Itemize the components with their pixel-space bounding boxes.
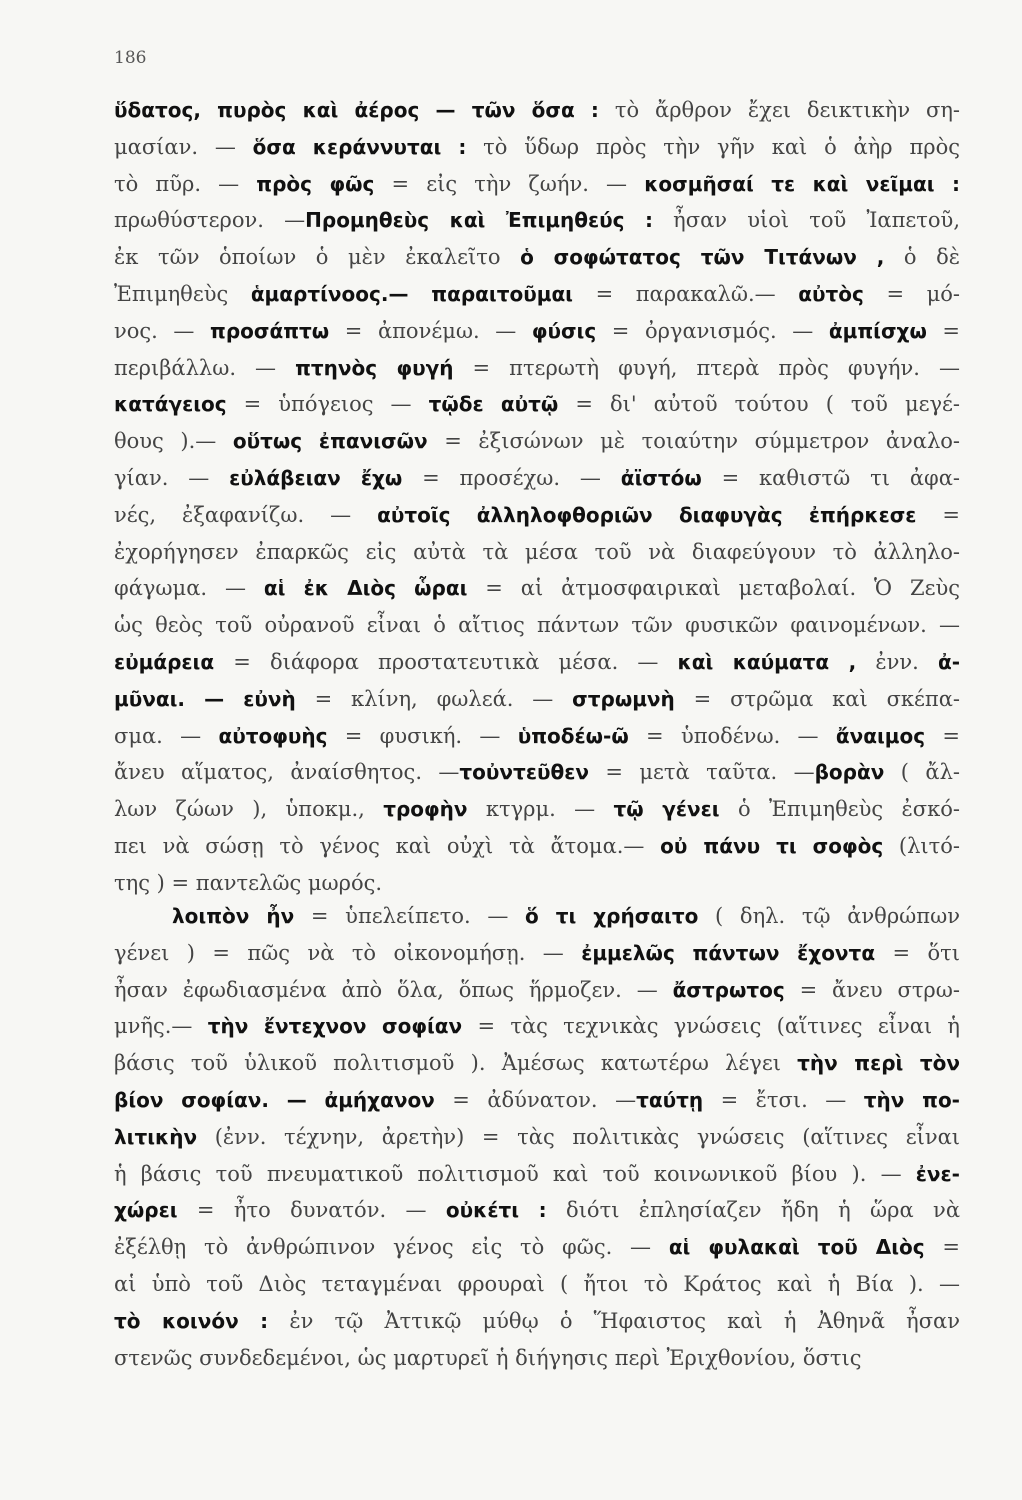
gloss-text: σμα. — — [114, 723, 219, 748]
lemma-term: ἀ- — [937, 649, 960, 674]
lemma-term: οὐ πάνυ τι σοφὸς — [660, 833, 884, 858]
lemma-term: ἄναιμος — [835, 723, 926, 748]
text-line — [114, 1266, 960, 1303]
lemma-term: εὐλάβειαν ἔχω — [229, 465, 403, 490]
lemma-term: ἐνε- — [915, 1161, 960, 1186]
gloss-text: = — [925, 723, 960, 748]
text-line — [114, 276, 960, 313]
text-line — [114, 92, 960, 129]
lemma-term: ὁ σοφώτατος τῶν Τιτάνων , — [520, 245, 885, 270]
gloss-text: ἐχορήγησεν ἐπαρκῶς εἰς αὐτὰ τὰ μέσα τοῦ νὰ διαφεύγουν τὸ ἀλληλο- — [114, 539, 960, 564]
text-line — [114, 239, 960, 276]
lemma-term: βορὰν — [814, 760, 885, 785]
text-line — [114, 865, 960, 902]
lemma-term: βίον σοφίαν. — ἀμήχανον — [114, 1087, 435, 1112]
text-line — [114, 1192, 960, 1229]
gloss-text: = μό- — [863, 281, 960, 306]
gloss-text: (ἐνν. τέχνην, ἀρετὴν) = τὰς πολιτικὰς γνώσεις (αἵτινες εἶναι — [197, 1124, 960, 1149]
lemma-term: τοὐντεῦθεν — [459, 760, 589, 785]
lemma-term: χώρει — [114, 1198, 178, 1223]
lemma-term: ἄστρωτος — [672, 977, 785, 1002]
lemma-term: ἀϊστόω — [620, 465, 702, 490]
gloss-text: περιβάλλω. — — [114, 355, 296, 380]
lemma-term: ὕδατος, πυρὸς καὶ ἀέρος — τῶν ὅσα : — [114, 98, 599, 122]
gloss-text: = δι' αὐτοῦ τούτου ( τοῦ μεγέ- — [558, 392, 960, 417]
gloss-text: ἐν τῷ Ἀττικῷ μύθῳ ὁ Ἥφαιστος καὶ ἡ Ἀθηνᾶ ἦσαν — [268, 1308, 960, 1333]
paragraph-2 — [114, 898, 960, 1376]
lemma-term: στρωμνὴ — [572, 686, 675, 711]
text-line — [114, 935, 960, 972]
text-line — [114, 534, 960, 571]
text-line — [114, 1008, 960, 1045]
gloss-text: βάσις τοῦ ὑλικοῦ πολιτισμοῦ ). Ἀμέσως κατωτέρω λέγει — [114, 1051, 798, 1076]
gloss-text: στενῶς συνδεδεμένοι, ὡς μαρτυρεῖ ἡ διήγησις περὶ Ἐριχθονίου, ὅστις — [114, 1345, 862, 1370]
gloss-text: = εἰς τὴν ζωήν. — — [374, 171, 645, 196]
gloss-text: ὁ δὲ — [884, 245, 960, 270]
text-line — [114, 1340, 960, 1377]
gloss-text: ἐκ τῶν ὁποίων ὁ μὲν ἐκαλεῖτο — [114, 245, 521, 270]
lemma-term: αὐτὸς — [798, 281, 864, 306]
gloss-text: ( ἄλ- — [884, 760, 960, 785]
gloss-text: λων ζώων ), ὑποκμ., — [114, 797, 384, 822]
gloss-text: = ἐξισώνων μὲ τοιαύτην σύμμετρον ἀναλο- — [427, 429, 960, 454]
gloss-text: αἱ ὑπὸ τοῦ Διὸς τεταγμέναι φρουραὶ ( ἤτοι τὸ Κράτος καὶ ἡ Βία ). — — [114, 1271, 960, 1296]
text-line — [114, 1229, 960, 1266]
gloss-text: = ὑπελείπετο. — — [294, 904, 526, 928]
text-line — [114, 313, 960, 350]
gloss-text: (λιτό- — [883, 833, 960, 858]
gloss-text: μασίαν. — — [114, 134, 253, 159]
gloss-text: νές, ἐξαφανίζω. — — [114, 502, 378, 527]
lemma-term: εὐμάρεια — [114, 649, 215, 674]
text-line — [114, 718, 960, 755]
gloss-text: = ἀπονέμω. — — [329, 318, 532, 343]
text-line — [114, 1303, 960, 1340]
text-line — [114, 898, 960, 935]
lemma-term: τῷ γένει — [613, 797, 720, 822]
gloss-text: πρωθύστερον. — — [114, 208, 306, 233]
gloss-text: γένει ) = πῶς νὰ τὸ οἰκονομήσῃ. — — [114, 940, 582, 965]
lemma-term: ἐμμελῶς πάντων ἔχοντα — [581, 940, 876, 965]
lemma-term: πτηνὸς φυγή — [295, 355, 454, 380]
lemma-term: Προμηθεὺς καὶ Ἐπιμηθεύς : — [305, 208, 653, 233]
lemma-term: καὶ καύματα , — [677, 649, 857, 674]
lemma-term: πρὸς φῶς — [256, 171, 375, 196]
text-line — [114, 754, 960, 791]
lemma-term: τὴν περὶ τὸν — [797, 1051, 960, 1076]
lemma-term: τὴν πο- — [863, 1087, 960, 1112]
gloss-text: ἦσαν υἱοὶ τοῦ Ἰαπετοῦ, — [652, 208, 960, 233]
gloss-text: ὡς θεὸς τοῦ οὐρανοῦ εἶναι ὁ αἴτιος πάντων τῶν φυσικῶν φαινομένων. — — [114, 613, 960, 638]
gloss-text: = αἱ ἀτμοσφαιρικαὶ μεταβολαί. Ὁ Ζεὺς — [467, 576, 960, 601]
gloss-text: = φυσική. — — [327, 723, 518, 748]
gloss-text: = ἔτσι. — — [703, 1087, 864, 1112]
gloss-text: πει νὰ σώσῃ τὸ γένος καὶ οὐχὶ τὰ ἄτομα.— — [114, 833, 661, 858]
gloss-text: = — [924, 1235, 960, 1260]
gloss-text: Ἐπιμηθεὺς — [114, 281, 251, 306]
lemma-term: ὅσα κεράννυται : — [252, 134, 467, 159]
gloss-text: κτγρμ. — — [467, 797, 614, 822]
text-line — [114, 570, 960, 607]
text-line — [114, 202, 960, 239]
gloss-text: = καθιστῶ τι ἀφα- — [701, 465, 960, 490]
text-line — [114, 1045, 960, 1082]
gloss-text: νος. — — [114, 318, 211, 343]
gloss-text: = διάφορα προστατευτικὰ μέσα. — — [214, 649, 678, 674]
lemma-term: ταύτῃ — [636, 1087, 704, 1112]
gloss-text: = παρακαλῶ.— — [572, 281, 799, 306]
gloss-text: = ὀργανισμός. — — [596, 318, 829, 343]
gloss-text: φάγωμα. — — [114, 576, 264, 601]
gloss-text: της ) = παντελῶς μωρός. — [114, 870, 383, 895]
lemma-term: μῦναι. — εὐνὴ — [114, 686, 296, 711]
gloss-text: τὸ ὕδωρ πρὸς τὴν γῆν καὶ ὁ ἀὴρ πρὸς — [466, 134, 960, 159]
lemma-term: τροφὴν — [383, 797, 468, 822]
text-line — [114, 607, 960, 644]
lemma-term: προσάπτω — [210, 318, 330, 343]
gloss-text: ἦσαν ἐφωδιασμένα ἀπὸ ὅλα, ὅπως ἥρμοζεν. — — [114, 977, 673, 1002]
lemma-term: αἱ φυλακαὶ τοῦ Διὸς — [668, 1235, 925, 1260]
lemma-term: ὑποδέω-ῶ — [517, 723, 629, 748]
gloss-text: = ἦτο δυνατόν. — — [177, 1198, 446, 1223]
gloss-text: = ἀδύνατον. — — [434, 1087, 637, 1112]
page-number: 186 — [114, 48, 147, 68]
gloss-text: = — [916, 502, 960, 527]
text-line — [114, 350, 960, 387]
gloss-text: = ὑπόγειος — — [226, 392, 429, 417]
gloss-text: = — [926, 318, 960, 343]
gloss-text: ἡ βάσις τοῦ πνευματικοῦ πολιτισμοῦ καὶ τοῦ κοινωνικοῦ βίου ). — — [114, 1161, 916, 1186]
gloss-text: = πτερωτὴ φυγή, πτερὰ πρὸς φυγήν. — — [453, 355, 960, 380]
lemma-term: ὅ τι χρήσαιτο — [525, 904, 699, 928]
lemma-term: οὐκέτι : — [445, 1198, 547, 1223]
lemma-term: κοσμῆσαί τε καὶ νεῖμαι : — [644, 171, 960, 196]
lemma-term: τὸ κοινόν : — [114, 1308, 269, 1333]
gloss-text: τὸ πῦρ. — — [114, 171, 257, 196]
text-line — [114, 681, 960, 718]
lemma-term: ἁμαρτίνοος.— παραιτοῦμαι — [250, 281, 573, 306]
gloss-text: = τὰς τεχνικὰς γνώσεις (αἵτινες εἶναι ἡ — [462, 1014, 960, 1039]
gloss-text: ἐνν. — [856, 649, 938, 674]
lemma-term: ἀμπίσχω — [828, 318, 927, 343]
paragraph-1 — [114, 92, 960, 902]
text-line — [114, 644, 960, 681]
gloss-text: = ὅτι — [875, 940, 960, 965]
gloss-text: ἐξέλθῃ τὸ ἀνθρώπινον γένος εἰς τὸ φῶς. — — [114, 1235, 669, 1260]
text-line — [114, 423, 960, 460]
lemma-term: λιτικὴν — [114, 1124, 198, 1149]
gloss-text: = μετὰ ταῦτα. — — [588, 760, 815, 785]
gloss-text: = στρῶμα καὶ σκέπα- — [674, 686, 960, 711]
text-line — [114, 1119, 960, 1156]
text-line — [114, 129, 960, 166]
text-line — [114, 828, 960, 865]
lemma-term: λοιπὸν ἦν — [172, 904, 295, 928]
gloss-text: γίαν. — — [114, 465, 230, 490]
text-line — [114, 497, 960, 534]
gloss-text: ὁ Ἐπιμηθεὺς ἐσκό- — [719, 797, 960, 822]
lemma-term: φύσις — [531, 318, 597, 343]
lemma-term: αὐτοφυὴς — [218, 723, 328, 748]
gloss-text: = ὑποδένω. — — [628, 723, 836, 748]
lemma-term: τὴν ἔντεχνον σοφίαν — [207, 1014, 463, 1039]
gloss-text: = προσέχω. — — [402, 465, 621, 490]
text-line — [114, 166, 960, 203]
gloss-text: ( δηλ. τῷ ἀνθρώπων — [698, 904, 960, 928]
lemma-term: οὕτως ἐπανισῶν — [232, 429, 428, 454]
gloss-text: θους ).— — [114, 429, 233, 454]
text-line — [114, 972, 960, 1009]
gloss-text: = ἄνευ στρω- — [784, 977, 960, 1002]
text-line — [114, 460, 960, 497]
lemma-term: κατάγειος — [114, 392, 227, 417]
text-line — [114, 791, 960, 828]
lemma-term: τῷδε αὐτῷ — [428, 392, 559, 417]
gloss-text: διότι ἐπλησίαζεν ἤδη ἡ ὥρα νὰ — [546, 1198, 960, 1223]
gloss-text: = κλίνη, φωλεά. — — [295, 686, 573, 711]
lemma-term: αὐτοῖς ἀλληλοφθοριῶν διαφυγὰς ἐπήρκεσε — [377, 502, 917, 527]
gloss-text: μνῆς.— — [114, 1014, 208, 1039]
lemma-term: αἱ ἐκ Διὸς ὧραι — [263, 576, 468, 601]
text-line — [114, 386, 960, 423]
gloss-text: ἄνευ αἵματος, ἀναίσθητος. — — [114, 760, 460, 785]
text-line — [114, 1082, 960, 1119]
text-line — [114, 1156, 960, 1193]
gloss-text: τὸ ἄρθρον ἔχει δεικτικὴν ση- — [598, 98, 960, 122]
